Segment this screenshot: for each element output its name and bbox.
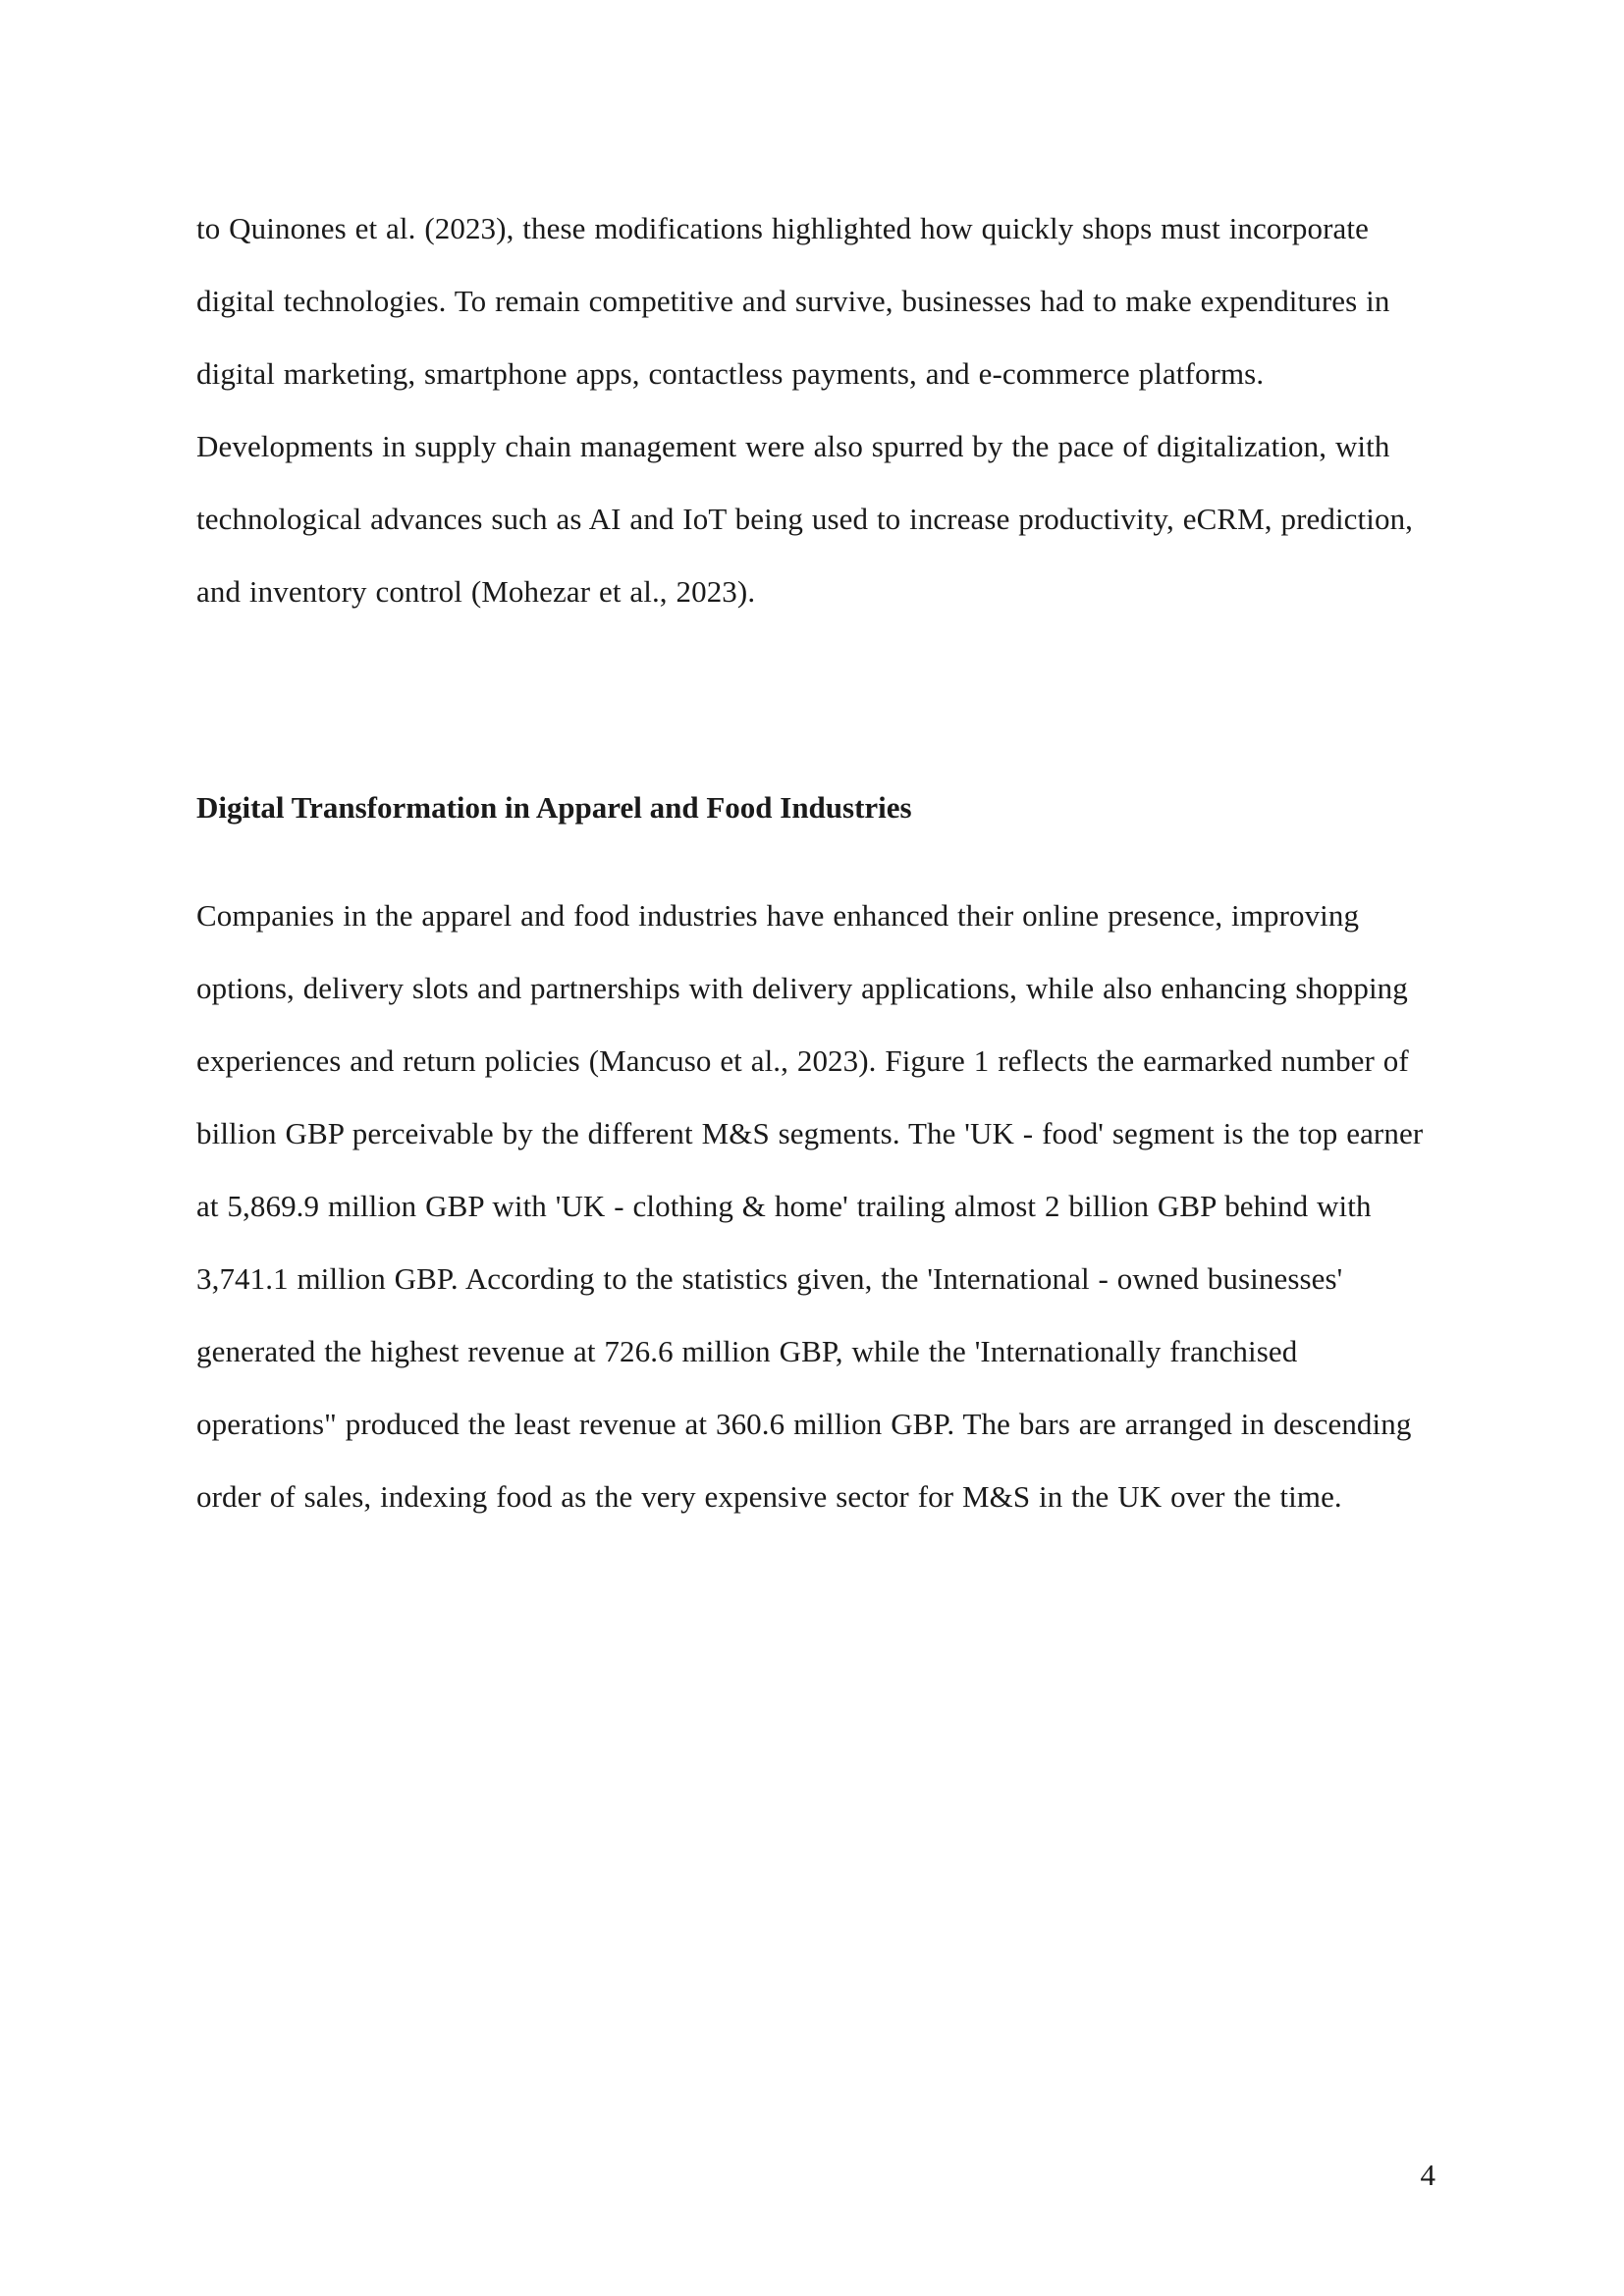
paragraph-body: Companies in the apparel and food industries have enhanced their online presence, improving options, delivery slots and partnerships with delivery applications, while also enhancing shopping experiences and return policies (Mancuso et al., 2023). Figure 1 reflects the earmarked number of billion GBP perceivable by the different M&S segments. The 'UK - food' segment is the top earner at 5,869.9 million GBP with 'UK - clothing & home' trailing almost 2 billion GBP behind with 3,741.1 million GBP. According to the statistics given, the 'International - owned businesses' generated the highest revenue at 726.6 million GBP, while the 'Internationally franchised operations" produced the least revenue at 360.6 million GBP. The bars are arranged in descending order of sales, indexing food as the very expensive sector for M&S in the UK over the time. [196, 898, 1424, 1514]
section-heading: Digital Transformation in Apparel and Food Industries [196, 790, 912, 825]
paragraph-continuation: to Quinones et al. (2023), these modifications highlighted how quickly shops must incorporate digital technologies. To remain competitive and survive, businesses had to make expenditures in digital marketing, smartphone apps, contactless payments, and e-commerce platforms. Developments in supply chain management were also spurred by the pace of digitalization, with technological advances such as AI and IoT being used to increase productivity, eCRM, prediction, and inventory control (Mohezar et al., 2023). [196, 211, 1414, 609]
page-number: 4 [1420, 2158, 1435, 2192]
